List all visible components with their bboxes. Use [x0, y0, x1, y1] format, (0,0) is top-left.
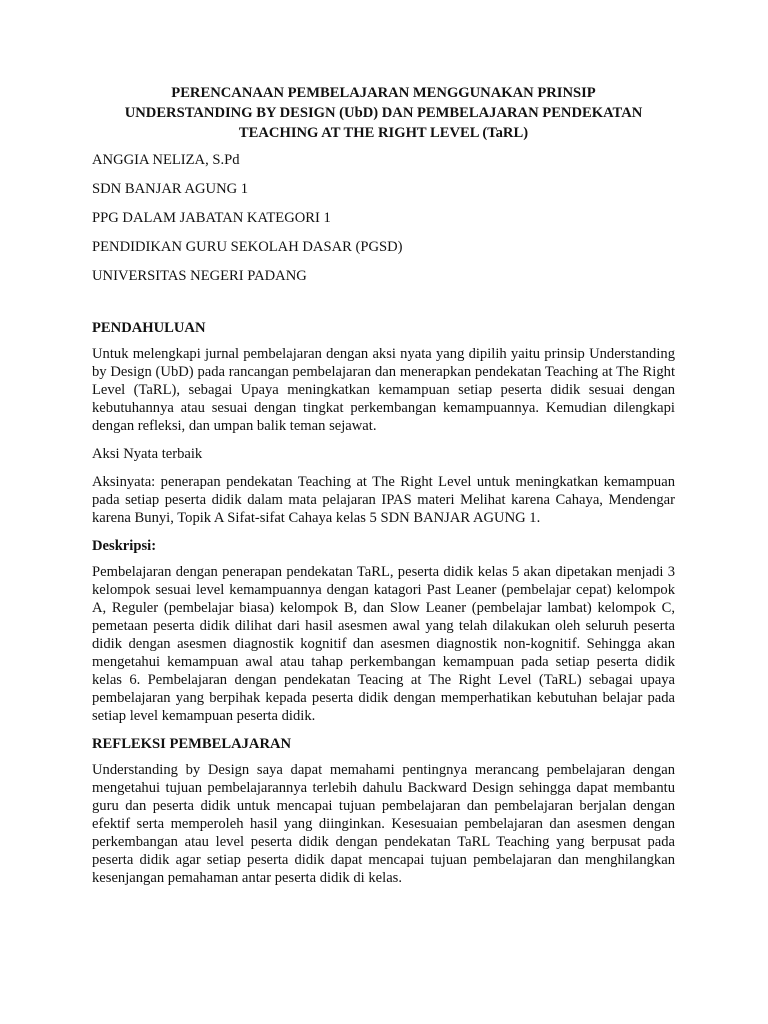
author-name: ANGGIA NELIZA, S.Pd	[92, 152, 240, 168]
university-name: UNIVERSITAS NEGERI PADANG	[92, 268, 307, 284]
best-action-paragraph: Aksinyata: penerapan pendekatan Teaching at The Right Level untuk meningkatkan kemampuan pada setiap peserta didik dalam mata pelajaran IPAS materi Melihat karena Cahaya, Mendengar karena Bunyi, Topik A Sifat-sifat Cahaya kelas 5 SDN BANJAR AGUNG 1.	[92, 474, 675, 526]
school-name: SDN BANJAR AGUNG 1	[92, 181, 249, 197]
title-line-1: PERENCANAAN PEMBELAJARAN MENGGUNAKAN PRINSIP	[171, 85, 596, 101]
best-action-label: Aksi Nyata terbaik	[92, 446, 203, 462]
document-title	[92, 83, 675, 143]
description-heading: Deskripsi:	[92, 538, 157, 554]
reflection-paragraph: Understanding by Design saya dapat memahami pentingnya merancang pembelajaran dengan mengetahui tujuan pembelajarannya terlebih dahulu Backward Design sehingga dapat membantu guru dan peserta didik untuk mencapai tujuan pembelajaran dan pembelajaran berjalan dengan efektif serta memperoleh hasil yang diinginkan. Kesesuaian pembelajaran dan asesmen dengan perkembangan atau level peserta didik dengan pendekatan TaRL Teaching yang berpusat pada peserta didik agar setiap peserta didik dapat mencapai tujuan pembelajaran dan menghilangkan kesenjangan pemahaman antar peserta didik di kelas.	[92, 762, 675, 886]
study-program: PENDIDIKAN GURU SEKOLAH DASAR (PGSD)	[92, 239, 403, 255]
description-paragraph: Pembelajaran dengan penerapan pendekatan TaRL, peserta didik kelas 5 akan dipetakan menjadi 3 kelompok sesuai level kemampuannya dengan katagori Past Leaner (pembelajar cepat) kelompok A, Reguler (pembelajar biasa) kelompok B, dan Slow Leaner (pembelajar lambat) kelompok C, pemetaan peserta didik dilihat dari hasil asesmen awal yang telah dilakukan oleh seluruh peserta didik dengan asesmen diagnostik kognitif dan asesmen diagnostik non-kognitif. Sehingga akan mengetahui kemampuan awal atau tahap perkembangan kemampuan pada setiap peserta didik kelas 6. Pembelajaran dengan pendekatan Teacing at The Right Level (TaRL) sebagai upaya pembelajaran yang berpihak kepada peserta didik dengan memperhatikan kebutuhan belajar pada setiap level kemampuan peserta didik.	[92, 564, 675, 724]
intro-paragraph: Untuk melengkapi jurnal pembelajaran dengan aksi nyata yang dipilih yaitu prinsip Understanding by Design (UbD) pada rancangan pembelajaran dan menerapkan pendekatan Teaching at The Right Level (TaRL), sebagai Upaya meningkatkan kemampuan setiap peserta didik sesuai dengan kebutuhannya atau sesuai dengan tingkat perkembangan kemampuannya. Kemudian dilengkapi dengan refleksi, dan umpan balik teman sejawat.	[92, 346, 675, 434]
title-line-3: TEACHING AT THE RIGHT LEVEL (TaRL)	[238, 125, 529, 141]
intro-heading: PENDAHULUAN	[92, 320, 206, 336]
program-name: PPG DALAM JABATAN KATEGORI 1	[92, 210, 331, 226]
title-line-2: UNDERSTANDING BY DESIGN (UbD) DAN PEMBELAJARAN PENDEKATAN	[124, 105, 643, 121]
document-body	[92, 83, 675, 897]
reflection-heading: REFLEKSI PEMBELAJARAN	[92, 736, 292, 752]
